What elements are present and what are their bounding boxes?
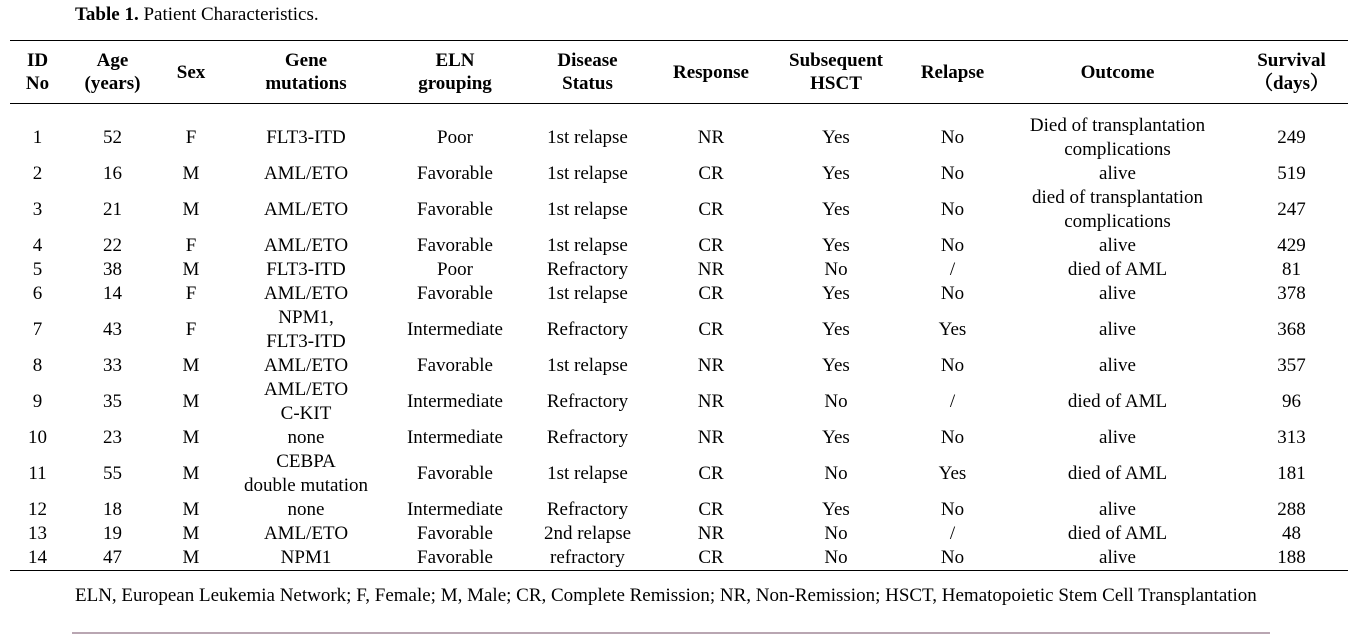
cell-outcome	[1000, 546, 1235, 571]
col-header-sex	[160, 41, 222, 104]
cell-survival: 81	[1282, 259, 1301, 280]
cell-age: 38	[103, 259, 122, 280]
table-row	[10, 426, 1348, 450]
col-header-id-line: ID	[26, 50, 49, 71]
cell-response: CR	[698, 499, 724, 520]
cell-gene-line: NPM1,	[278, 307, 334, 328]
cell-status: Refractory	[546, 499, 629, 520]
cell-response: CR	[698, 319, 724, 340]
table-row	[10, 234, 1348, 258]
cell-hsct: No	[824, 547, 848, 568]
cell-survival: 96	[1282, 391, 1301, 412]
cell-age: 19	[103, 523, 122, 544]
col-header-sex-line: Sex	[176, 61, 206, 83]
col-header-hsct-line: HSCT	[810, 73, 862, 94]
col-header-response	[655, 41, 767, 104]
table-row	[10, 282, 1348, 306]
cell-status: 1st relapse	[547, 235, 628, 256]
col-header-survival	[1235, 41, 1348, 104]
cell-hsct: Yes	[822, 427, 850, 448]
cell-outcome	[1000, 450, 1235, 498]
cell-gene	[222, 426, 390, 450]
cell-outcome	[1000, 234, 1235, 258]
col-header-gene	[222, 41, 390, 104]
table-body	[10, 104, 1348, 571]
cell-gene-line: none	[287, 427, 325, 448]
cell-id: 4	[32, 235, 43, 256]
cell-relapse: /	[949, 259, 956, 280]
cell-age: 22	[103, 235, 122, 256]
cell-sex: M	[182, 427, 200, 448]
col-header-relapse	[905, 41, 1000, 104]
cell-response: NR	[697, 127, 725, 148]
col-header-gene-line: Gene	[284, 50, 328, 71]
cell-eln: Favorable	[417, 283, 493, 304]
cell-gene-line: FLT3-ITD	[266, 331, 346, 352]
cell-response: CR	[698, 547, 724, 568]
cell-survival: 519	[1277, 163, 1306, 184]
cell-sex: M	[182, 391, 200, 412]
cell-outcome	[1000, 378, 1235, 426]
cell-eln: Intermediate	[406, 427, 503, 448]
cell-hsct: Yes	[822, 163, 850, 184]
cell-relapse: No	[940, 199, 965, 220]
cell-hsct: Yes	[822, 319, 850, 340]
col-header-relapse-line: Relapse	[920, 61, 985, 83]
cell-gene	[222, 546, 390, 571]
cell-age: 35	[103, 391, 122, 412]
col-header-age-line: Age	[96, 50, 129, 71]
cell-id: 7	[32, 319, 43, 340]
cell-gene	[222, 234, 390, 258]
cell-status: 1st relapse	[547, 355, 628, 376]
cell-survival: 357	[1277, 355, 1306, 376]
cell-relapse: /	[949, 391, 956, 412]
cell-gene	[222, 354, 390, 378]
cell-age: 14	[103, 283, 122, 304]
cell-eln: Intermediate	[406, 391, 503, 412]
cell-eln: Favorable	[417, 235, 493, 256]
cell-relapse: No	[940, 127, 965, 148]
cell-id: 8	[32, 355, 43, 376]
cell-survival: 48	[1282, 523, 1301, 544]
cell-sex: F	[185, 127, 197, 148]
cell-gene	[222, 450, 390, 498]
cell-hsct: No	[824, 259, 848, 280]
cell-sex: F	[185, 319, 197, 340]
cell-gene-line: double mutation	[243, 475, 368, 496]
cell-response: CR	[698, 283, 724, 304]
cell-age: 18	[103, 499, 122, 520]
cell-status: Refractory	[546, 319, 629, 340]
cell-survival: 378	[1277, 283, 1306, 304]
cell-gene-line: AML/ETO	[263, 355, 349, 376]
table-row	[10, 354, 1348, 378]
cell-id: 5	[32, 259, 43, 280]
cell-relapse: No	[940, 427, 965, 448]
cell-outcome-line: alive	[1099, 163, 1136, 184]
cell-survival: 247	[1277, 199, 1306, 220]
col-header-id-line: No	[25, 73, 50, 94]
cell-hsct: Yes	[822, 235, 850, 256]
cell-id: 14	[28, 547, 47, 568]
cell-sex: M	[182, 523, 200, 544]
cell-response: NR	[697, 259, 725, 280]
table-row	[10, 104, 1348, 163]
cell-gene	[222, 306, 390, 354]
cell-age: 33	[103, 355, 122, 376]
cell-status: 2nd relapse	[543, 523, 632, 544]
cell-id: 9	[32, 391, 43, 412]
col-header-status-line: Status	[562, 73, 613, 94]
cell-age: 16	[103, 163, 122, 184]
cell-age: 21	[103, 199, 122, 220]
cell-age: 52	[103, 127, 122, 148]
table-row	[10, 450, 1348, 498]
cell-survival: 429	[1277, 235, 1306, 256]
cell-relapse: Yes	[938, 463, 967, 484]
col-header-outcome-line: Outcome	[1080, 61, 1155, 83]
cell-eln: Poor	[437, 259, 473, 280]
table-caption-label: Table 1.	[75, 4, 139, 25]
cell-eln: Favorable	[417, 355, 493, 376]
cell-outcome	[1000, 498, 1235, 522]
cell-sex: F	[185, 283, 197, 304]
cell-outcome-line: alive	[1099, 499, 1136, 520]
cell-id: 3	[32, 199, 43, 220]
cell-id: 1	[32, 127, 43, 148]
cell-hsct: No	[824, 391, 848, 412]
col-header-hsct	[767, 41, 905, 104]
cell-response: NR	[697, 391, 725, 412]
col-header-age-line: (years)	[84, 73, 141, 94]
table-header	[10, 41, 1348, 104]
cell-relapse: No	[940, 355, 965, 376]
cell-survival: 181	[1277, 463, 1306, 484]
cell-gene-line: NPM1	[280, 547, 332, 568]
cell-status: 1st relapse	[547, 127, 628, 148]
cell-outcome-line: died of AML	[1067, 391, 1168, 412]
cell-hsct: Yes	[822, 355, 850, 376]
col-header-eln	[390, 41, 520, 104]
cell-sex: M	[182, 355, 200, 376]
header-row	[10, 41, 1348, 104]
cell-outcome-line: alive	[1099, 283, 1136, 304]
table-row	[10, 186, 1348, 234]
cell-gene	[222, 162, 390, 186]
cell-eln: Favorable	[417, 199, 493, 220]
cell-relapse: No	[940, 499, 965, 520]
cell-hsct: Yes	[822, 199, 850, 220]
cell-gene-line: AML/ETO	[263, 235, 349, 256]
cell-outcome-line: died of AML	[1067, 523, 1168, 544]
cell-response: NR	[697, 427, 725, 448]
cell-gene	[222, 258, 390, 282]
cell-gene-line: AML/ETO	[263, 163, 349, 184]
cell-status: 1st relapse	[547, 463, 628, 484]
cell-gene-line: AML/ETO	[263, 199, 349, 220]
cell-gene-line: none	[287, 499, 325, 520]
cell-outcome	[1000, 522, 1235, 546]
cell-status: Refractory	[546, 259, 629, 280]
cell-outcome	[1000, 104, 1235, 163]
table-footnote: ELN, European Leukemia Network; F, Female; M, Male; CR, Complete Remission; NR, Non-Remission; HSCT, Hematopoietic Stem Cell Transplantation	[75, 585, 1257, 606]
cell-outcome	[1000, 354, 1235, 378]
cell-gene-line: AML/ETO	[263, 379, 349, 400]
cell-age: 23	[103, 427, 122, 448]
cell-response: CR	[698, 163, 724, 184]
table-row	[10, 378, 1348, 426]
table-row	[10, 306, 1348, 354]
cell-outcome	[1000, 426, 1235, 450]
table-caption-text: Patient Characteristics.	[143, 4, 319, 25]
cell-gene	[222, 282, 390, 306]
cell-relapse: No	[940, 235, 965, 256]
cell-sex: M	[182, 463, 200, 484]
cell-gene	[222, 522, 390, 546]
cell-outcome-line: alive	[1099, 235, 1136, 256]
cell-gene-line: CEBPA	[276, 451, 336, 472]
table-row	[10, 498, 1348, 522]
cell-gene-line: AML/ETO	[263, 283, 349, 304]
col-header-eln-line: grouping	[418, 73, 492, 94]
cell-outcome	[1000, 162, 1235, 186]
cell-hsct: No	[824, 523, 848, 544]
cell-outcome-line: died of AML	[1067, 463, 1168, 484]
cell-outcome-line: alive	[1099, 547, 1136, 568]
table-row	[10, 546, 1348, 571]
col-header-outcome	[1000, 41, 1235, 104]
cell-relapse: /	[949, 523, 956, 544]
cell-eln: Poor	[437, 127, 473, 148]
cell-outcome-line: alive	[1099, 319, 1136, 340]
col-header-survival-line: （days）	[1254, 73, 1329, 94]
cell-eln: Favorable	[417, 547, 493, 568]
cell-relapse: Yes	[938, 319, 967, 340]
col-header-survival-line: Survival	[1257, 50, 1326, 71]
cell-outcome-line: complications	[1064, 211, 1171, 232]
table-caption	[75, 4, 319, 26]
cell-relapse: No	[940, 283, 965, 304]
col-header-gene-line: mutations	[265, 73, 347, 94]
cell-relapse: No	[940, 163, 965, 184]
cell-sex: F	[185, 235, 197, 256]
cell-status: 1st relapse	[547, 283, 628, 304]
cell-gene-line: FLT3-ITD	[266, 259, 346, 280]
cell-age: 47	[103, 547, 122, 568]
cell-sex: M	[182, 199, 200, 220]
cell-age: 43	[103, 319, 122, 340]
cell-id: 6	[32, 283, 43, 304]
cell-id: 2	[32, 163, 43, 184]
col-header-hsct-line: Subsequent	[789, 50, 883, 71]
cell-survival: 368	[1277, 319, 1306, 340]
cell-outcome-line: alive	[1099, 427, 1136, 448]
cell-gene	[222, 498, 390, 522]
cell-gene	[222, 104, 390, 163]
cell-gene	[222, 378, 390, 426]
cell-response: NR	[697, 355, 725, 376]
cell-hsct: Yes	[822, 283, 850, 304]
cell-eln: Favorable	[417, 163, 493, 184]
cell-eln: Intermediate	[406, 499, 503, 520]
cell-response: CR	[698, 199, 724, 220]
col-header-status-line: Disease	[557, 50, 618, 71]
cell-outcome-line: died of AML	[1067, 259, 1168, 280]
cell-outcome	[1000, 282, 1235, 306]
col-header-status	[520, 41, 655, 104]
cell-status: 1st relapse	[547, 163, 628, 184]
cell-relapse: No	[940, 547, 965, 568]
col-header-id	[10, 41, 65, 104]
cell-id: 11	[28, 463, 47, 484]
cell-sex: M	[182, 259, 200, 280]
cell-age: 55	[103, 463, 122, 484]
cell-gene-line: C-KIT	[280, 403, 332, 424]
cell-sex: M	[182, 547, 200, 568]
cell-eln: Favorable	[417, 463, 493, 484]
cell-id: 10	[28, 427, 47, 448]
cell-status: Refractory	[546, 427, 629, 448]
cell-hsct: Yes	[822, 499, 850, 520]
cell-outcome-line: Died of transplantation	[1029, 115, 1206, 136]
cell-outcome-line: complications	[1064, 139, 1171, 160]
col-header-eln-line: ELN	[435, 50, 475, 71]
cell-hsct: No	[824, 463, 848, 484]
cell-outcome	[1000, 306, 1235, 354]
cell-response: CR	[698, 463, 724, 484]
cell-id: 13	[28, 523, 47, 544]
cell-eln: Intermediate	[406, 319, 503, 340]
col-header-response-line: Response	[672, 61, 749, 83]
cell-sex: M	[182, 163, 200, 184]
cell-gene-line: FLT3-ITD	[266, 127, 346, 148]
patient-characteristics-table	[10, 40, 1348, 571]
cell-outcome-line: died of transplantation	[1032, 187, 1203, 208]
cell-survival: 313	[1277, 427, 1306, 448]
cell-status: refractory	[550, 547, 625, 568]
cell-survival: 249	[1277, 127, 1306, 148]
cell-gene	[222, 186, 390, 234]
cell-response: CR	[698, 235, 724, 256]
cell-gene-line: AML/ETO	[263, 523, 349, 544]
cell-id: 12	[28, 499, 47, 520]
table-row	[10, 522, 1348, 546]
cell-status: Refractory	[546, 391, 629, 412]
table-row	[10, 258, 1348, 282]
cell-eln: Favorable	[417, 523, 493, 544]
cell-response: NR	[697, 523, 725, 544]
cell-survival: 188	[1277, 547, 1306, 568]
cell-sex: M	[182, 499, 200, 520]
cell-outcome	[1000, 186, 1235, 234]
cell-survival: 288	[1277, 499, 1306, 520]
cell-hsct: Yes	[822, 127, 850, 148]
cell-outcome	[1000, 258, 1235, 282]
table-row	[10, 162, 1348, 186]
cell-outcome-line: alive	[1099, 355, 1136, 376]
cell-status: 1st relapse	[547, 199, 628, 220]
bottom-divider	[72, 632, 1270, 634]
col-header-age	[65, 41, 160, 104]
